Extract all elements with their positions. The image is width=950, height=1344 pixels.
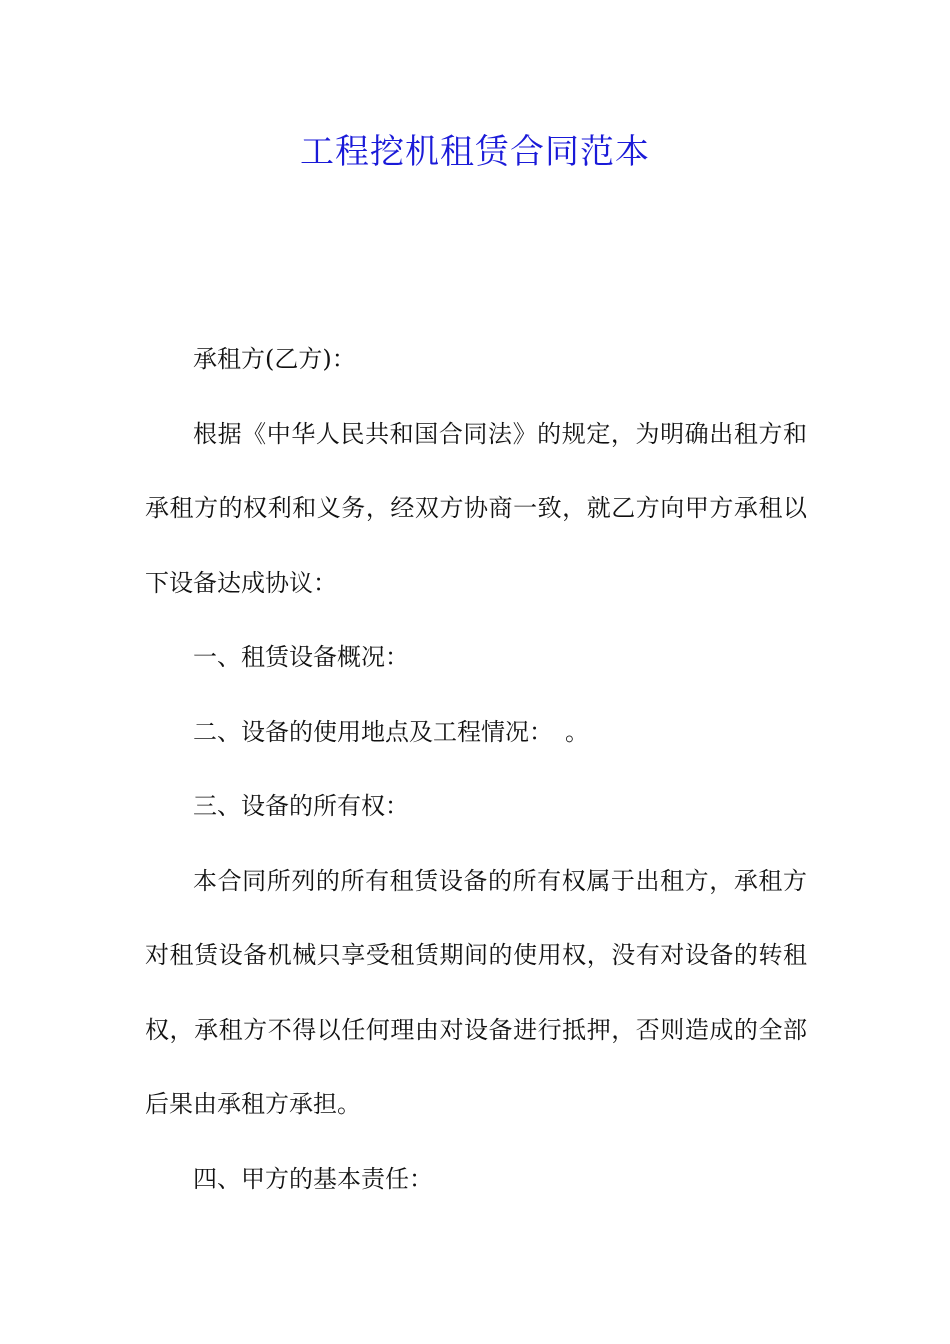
document-body — [145, 322, 807, 1216]
paragraph-ownership: 本合同所列的所有租赁设备的所有权属于出租方，承租方对租赁设备机械只享受租赁期间的使用权，没有对设备的转租权，承租方不得以任何理由对设备进行抵押，否则造成的全部后果由承租方承担。 — [145, 866, 807, 1118]
paragraph-section-4: 四、甲方的基本责任： — [193, 1164, 433, 1193]
paragraph-lessee: 承租方(乙方)： — [193, 345, 356, 373]
paragraph-section-2: 二、设备的使用地点及工程情况： 。 — [193, 717, 589, 746]
paragraph-preamble: 根据《中华人民共和国合同法》的规定，为明确出租方和承租方的权利和义务，经双方协商一致，就乙方向甲方承租以下设备达成协议： — [145, 419, 807, 597]
document-title: 工程挖机租赁合同范本 — [300, 132, 650, 172]
paragraph-section-1: 一、租赁设备概况： — [193, 643, 409, 671]
paragraph-section-3: 三、设备的所有权： — [193, 792, 409, 820]
